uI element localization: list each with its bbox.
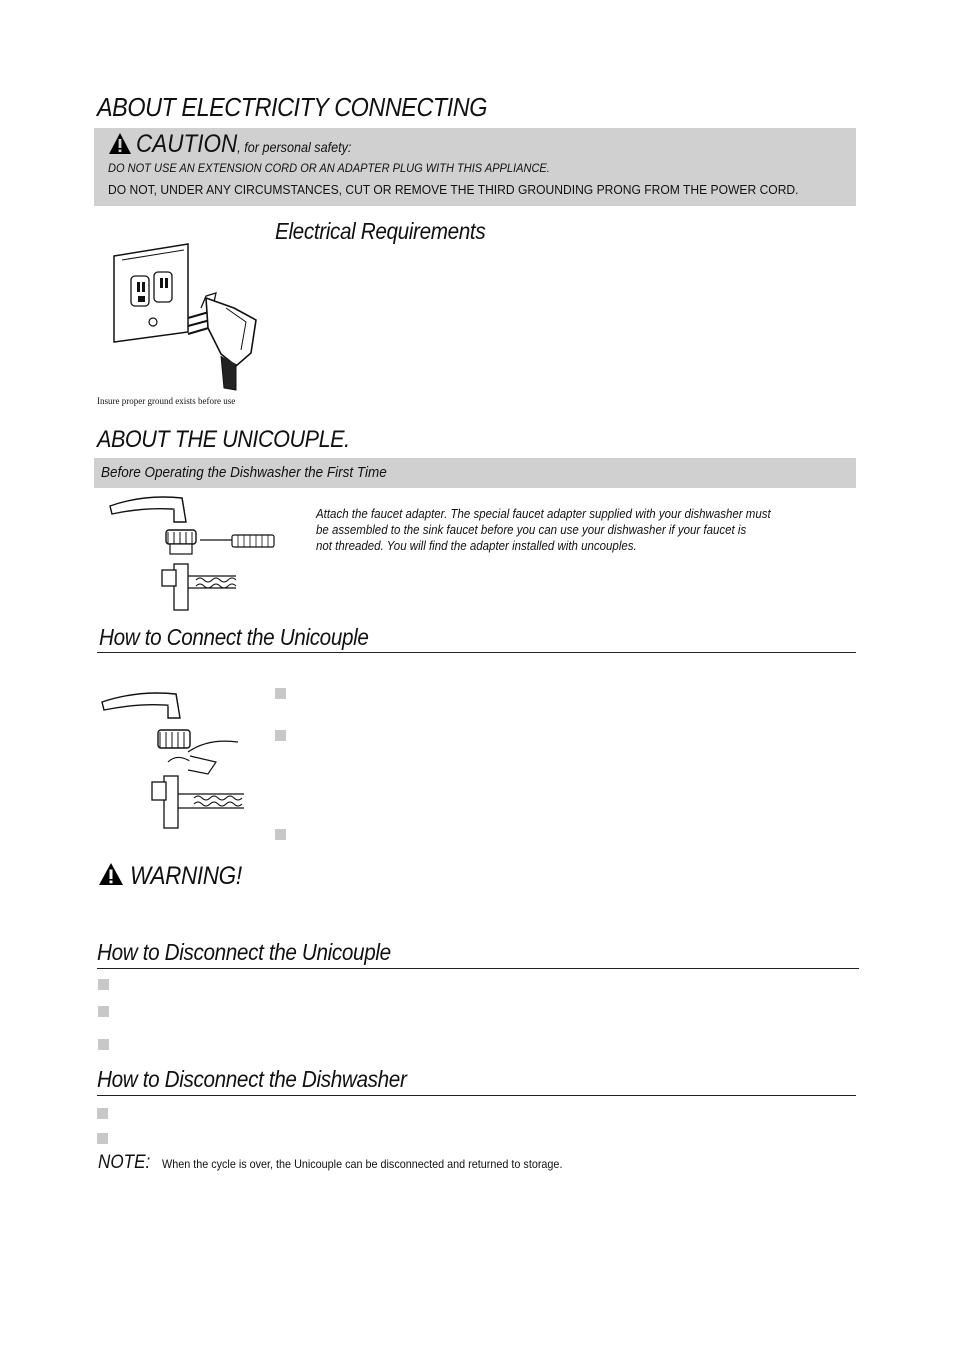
disconnect-unicouple-rule bbox=[97, 968, 859, 969]
electricity-title: ABOUT ELECTRICITY CONNECTING bbox=[97, 92, 488, 122]
caution-suffix: , for personal safety: bbox=[237, 139, 352, 155]
square-bullet-icon bbox=[275, 688, 286, 699]
note-text: When the cycle is over, the Unicouple can be disconnected and returned to storage. bbox=[162, 1157, 563, 1171]
attach-adapter-text bbox=[316, 506, 771, 554]
connect-rule bbox=[97, 652, 856, 653]
caution-word: CAUTION bbox=[136, 130, 238, 158]
connect-heading: How to Connect the Unicouple bbox=[99, 624, 369, 650]
square-bullet-icon bbox=[97, 1133, 108, 1144]
caution-heading bbox=[136, 130, 351, 159]
square-bullet-icon bbox=[275, 829, 286, 840]
outlet-caption: Insure proper ground exists before use bbox=[97, 396, 236, 406]
square-bullet-icon bbox=[98, 1006, 109, 1017]
caution-box bbox=[94, 128, 856, 206]
attach-line-3: not threaded. You will find the adapter installed with uncouples. bbox=[316, 539, 637, 553]
caution-line-2: DO NOT, UNDER ANY CIRCUMSTANCES, CUT OR REMOVE THE THIRD GROUNDING PRONG FROM THE POWER CORD. bbox=[108, 182, 799, 197]
square-bullet-icon bbox=[275, 730, 286, 741]
caution-line-1: DO NOT USE AN EXTENSION CORD OR AN ADAPTER PLUG WITH THIS APPLIANCE. bbox=[108, 161, 550, 175]
disconnect-dishwasher-heading: How to Disconnect the Dishwasher bbox=[97, 1066, 407, 1092]
disconnect-dishwasher-rule bbox=[97, 1095, 856, 1096]
unicouple-title: ABOUT THE UNICOUPLE. bbox=[97, 426, 350, 453]
grounded-outlet-plug-image bbox=[96, 238, 266, 398]
first-time-bar-label: Before Operating the Dishwasher the First Time bbox=[101, 464, 387, 481]
warning-label: WARNING! bbox=[130, 862, 242, 890]
square-bullet-icon bbox=[98, 1039, 109, 1050]
connect-unicouple-image bbox=[98, 690, 248, 830]
square-bullet-icon bbox=[98, 979, 109, 990]
attach-line-2: be assembled to the sink faucet before you can use your dishwasher if your faucet is bbox=[316, 523, 747, 537]
attach-line-1: Attach the faucet adapter. The special faucet adapter supplied with your dishwasher must bbox=[316, 507, 771, 521]
faucet-adapter-image bbox=[104, 492, 284, 612]
square-bullet-icon bbox=[97, 1108, 108, 1119]
note-label: NOTE: bbox=[98, 1152, 151, 1173]
warning-triangle-icon bbox=[108, 132, 132, 155]
warning-triangle-icon bbox=[98, 862, 124, 886]
disconnect-unicouple-heading: How to Disconnect the Unicouple bbox=[97, 939, 391, 965]
first-time-bar bbox=[94, 458, 856, 488]
electrical-requirements-heading: Electrical Requirements bbox=[275, 218, 486, 244]
